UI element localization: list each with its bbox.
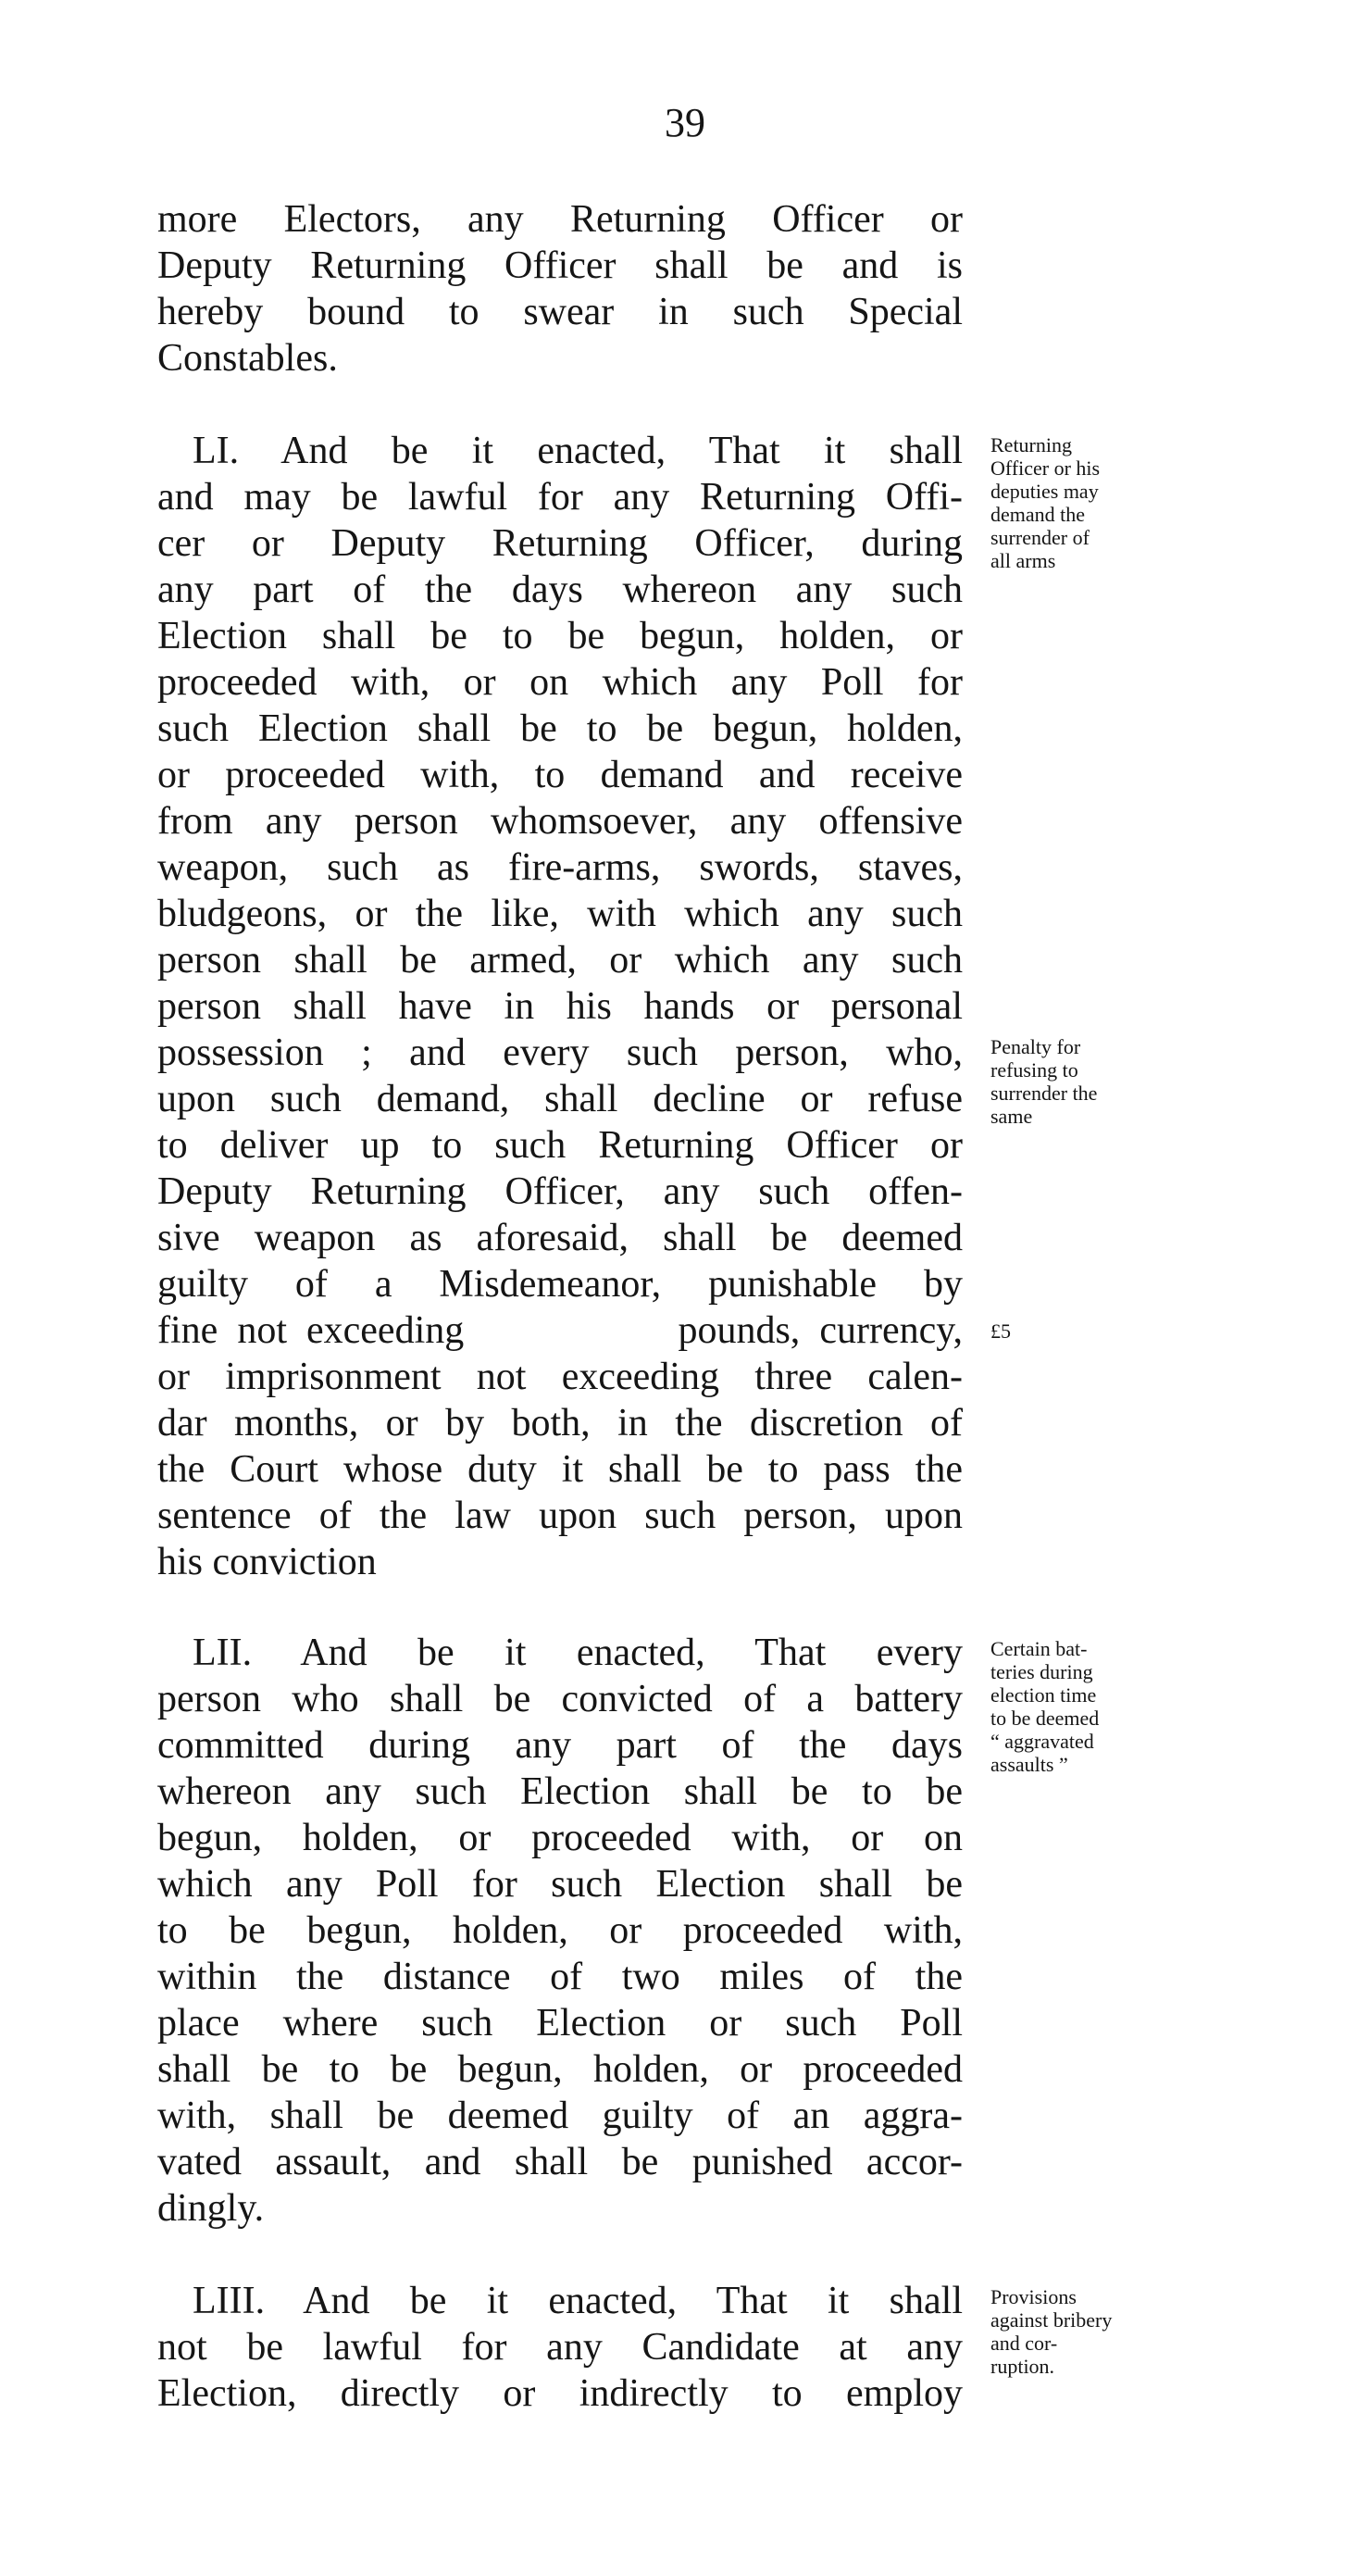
line-text: person who shall be convicted of a battery	[157, 1678, 963, 1720]
line-text: the Court whose duty it shall be to pass the	[157, 1448, 963, 1491]
marginal-note-line: “ aggravated	[990, 1730, 1094, 1753]
marginal-note-line: same	[990, 1105, 1033, 1128]
line-text: person shall have in his hands or personal	[157, 985, 963, 1028]
line-text: begun, holden, or proceeded with, or on	[157, 1817, 963, 1859]
line-text: and may be lawful for any Returning Offi-	[157, 476, 963, 519]
line-text: cer or Deputy Returning Officer, during	[157, 522, 963, 565]
marginal-note-line: and cor-	[990, 2332, 1058, 2355]
marginal-note-line: £5	[990, 1319, 1011, 1343]
marginal-note-line: demand the	[990, 503, 1086, 526]
marginal-note-line: surrender the	[990, 1082, 1098, 1105]
marginal-note-line: refusing to	[990, 1058, 1078, 1082]
line-text: to be begun, holden, or proceeded with,	[157, 1909, 963, 1952]
line-text: from any person whomsoever, any offensive	[157, 800, 963, 843]
line-text: Election shall be to be begun, holden, or	[157, 615, 963, 657]
marginal-note-line: assaults ”	[990, 1753, 1068, 1776]
marginal-note-line: deputies may	[990, 480, 1099, 503]
line-text: person shall be armed, or which any such	[157, 939, 963, 982]
line-text: his conviction	[157, 1541, 377, 1583]
line-text: committed during any part of the days	[157, 1724, 963, 1767]
line-text: Deputy Returning Officer shall be and is	[157, 244, 963, 287]
line-text: shall be to be begun, holden, or proceeded	[157, 2048, 963, 2091]
marginal-note	[990, 1319, 1189, 1343]
marginal-note-line: all arms	[990, 549, 1056, 572]
line-text: dar months, or by both, in the discretion of	[157, 1402, 963, 1444]
line-text: Election, directly or indirectly to employ	[157, 2372, 963, 2415]
marginal-note	[990, 1637, 1189, 1776]
line-text: sive weapon as aforesaid, shall be deemed	[157, 1217, 963, 1259]
page-number: 39	[665, 100, 705, 145]
marginal-note-line: surrender of	[990, 526, 1090, 549]
marginal-note	[990, 1035, 1189, 1128]
line-text: sentence of the law upon such person, upon	[157, 1494, 963, 1537]
line-text: guilty of a Misdemeanor, punishable by	[157, 1263, 963, 1306]
marginal-note-line: Provisions	[990, 2285, 1077, 2308]
line-text: weapon, such as fire-arms, swords, staves,	[157, 846, 963, 889]
line-text: within the distance of two miles of the	[157, 1956, 963, 1998]
line-text: or proceeded with, to demand and receive	[157, 754, 963, 796]
line-text: Constables.	[157, 337, 338, 380]
marginal-note-line: Penalty for	[990, 1035, 1081, 1058]
marginal-note-line: ruption.	[990, 2355, 1055, 2378]
line-text: place where such Election or such Poll	[157, 2002, 963, 2045]
line-text: Deputy Returning Officer, any such offen-	[157, 1170, 963, 1213]
line-text: such Election shall be to be begun, holden,	[157, 707, 963, 750]
marginal-note-line: to be deemed	[990, 1707, 1100, 1730]
line-text: which any Poll for such Election shall be	[157, 1863, 963, 1906]
marginal-note-line: teries during	[990, 1660, 1093, 1683]
line-text: vated assault, and shall be punished accor-	[157, 2141, 963, 2183]
line-text: LI. And be it enacted, That it shall	[193, 430, 963, 472]
line-text: to deliver up to such Returning Officer or	[157, 1124, 963, 1167]
line-text: with, shall be deemed guilty of an aggra-	[157, 2095, 963, 2137]
line-text: whereon any such Election shall be to be	[157, 1770, 963, 1813]
line-text: or imprisonment not exceeding three calen-	[157, 1356, 963, 1398]
line-text: any part of the days whereon any such	[157, 569, 963, 611]
marginal-note-line: against bribery	[990, 2308, 1113, 2332]
line-text: not be lawful for any Candidate at any	[157, 2326, 963, 2369]
line-text: upon such demand, shall decline or refuse	[157, 1078, 963, 1120]
marginal-note	[990, 433, 1189, 572]
line-text: fine not exceeding pounds, currency,	[157, 1309, 963, 1352]
line-text: dingly.	[157, 2187, 265, 2230]
line-text: proceeded with, or on which any Poll for	[157, 661, 963, 704]
line-text: hereby bound to swear in such Special	[157, 291, 963, 333]
marginal-note-line: election time	[990, 1683, 1097, 1707]
marginal-note-line: Officer or his	[990, 456, 1101, 480]
line-text: LIII. And be it enacted, That it shall	[193, 2280, 963, 2322]
marginal-note-line: Certain bat-	[990, 1637, 1088, 1660]
marginal-note	[990, 2285, 1189, 2378]
marginal-note-line: Returning	[990, 433, 1072, 456]
line-text: LII. And be it enacted, That every	[193, 1632, 963, 1674]
line-text: possession ; and every such person, who,	[157, 1032, 963, 1074]
line-text: more Electors, any Returning Officer or	[157, 198, 963, 241]
line-text: bludgeons, or the like, with which any such	[157, 893, 963, 935]
